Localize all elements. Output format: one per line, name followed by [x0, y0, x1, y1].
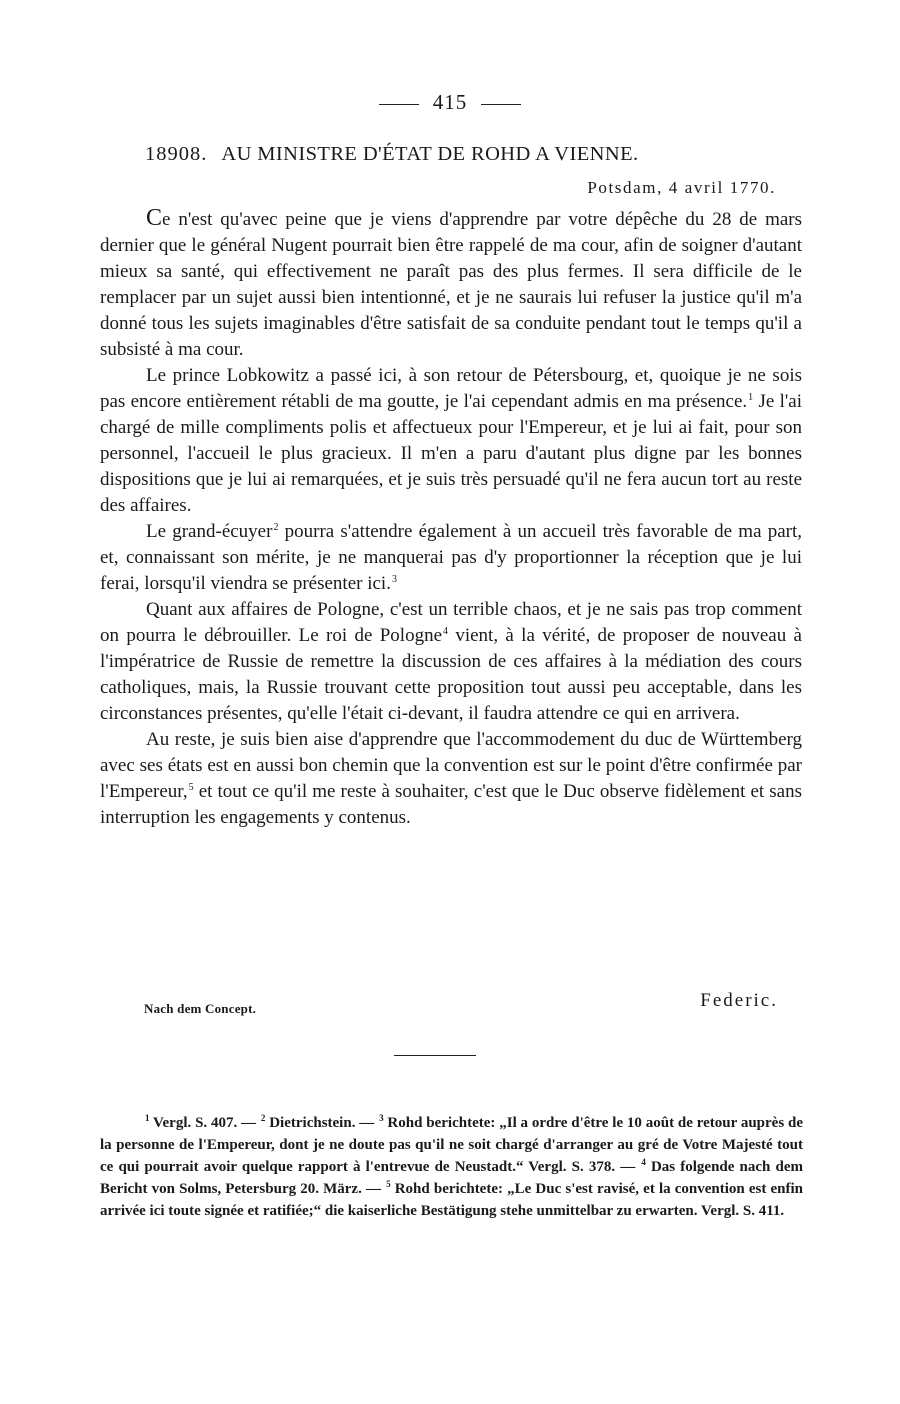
signature: Federic. — [700, 990, 778, 1011]
page-number-dash-left — [379, 104, 419, 105]
paragraph-4-text-b: vient, à la vérité, de proposer de nouveau à l'impératrice de Russie de remettre la discussion de ces affaires à la médiation des cours catholiques, mais, la Russie trouvant cette proposition tout aussi peu acceptable, dans les circonstances présentes, qu'elle l'était ci-devant, il faudra attendre ce qui en arrivera. — [100, 625, 802, 724]
footnote-text-5: Rohd berichtete: „Le Duc s'est ravisé, et la convention est enfin arrivée ici toute signée et ratifiée;“ die kaiserliche Bestätigung stehe unmittelbar zu erwarten. Vergl. S. 411. — [100, 1181, 804, 1219]
paragraph-5-text-a: Au reste, je suis bien aise d'apprendre que l'accommodement du duc de Württemberg avec ses états est en aussi bon chemin que la convention est sur le point d'être confirmée par l'Empereur, — [100, 729, 802, 802]
paragraph-5-text-b: et tout ce qu'il me reste à souhaiter, c'est que le Duc observe fidèlement et sans interruption les engagements y contenus. — [100, 781, 802, 828]
paragraph-4-text-a: Quant aux affaires de Pologne, c'est un terrible chaos, et je ne sais pas trop comment on pourra le débrouiller. Le roi de Pologne — [100, 599, 802, 646]
footnote-text-1: Vergl. S. 407. — — [149, 1115, 260, 1131]
footnotes — [100, 1112, 803, 1222]
footnote-marker-2: 2 — [260, 1113, 266, 1123]
paragraph-2 — [100, 363, 802, 519]
footnote-marker-1: 1 — [145, 1113, 150, 1123]
paragraph-2-text-a: Le prince Lobkowitz a passé ici, à son retour de Pétersbourg, et, quoique je ne sois pas encore entièrement rétabli de ma goutte, je l'ai cependant admis en ma présence. — [100, 365, 802, 412]
paragraph-3-text-b: pourra s'attendre également à un accueil très favorable de ma part, et, connaissant son mérite, je ne manquerai pas d'y proportionner la réception que je lui ferai, lorsqu'il viendra se présenter ici. — [100, 521, 802, 594]
footnote-ref-3: 3 — [391, 573, 397, 585]
paragraph-2-text-b: Je l'ai chargé de mille compliments polis et affectueux pour l'Empereur, et je lui ai fait, pour son personnel, l'accueil le plus gracieux. Il m'en a paru d'autant plus digne par les bonnes dispositions que je lui ai remarquées, et je suis très persuadé qu'il ne fera aucun tort au reste des affaires. — [100, 391, 802, 516]
footnote-marker-5: 5 — [386, 1179, 391, 1189]
footnote-ref-2: 2 — [273, 521, 279, 533]
page-number-dash-right — [481, 104, 521, 105]
letter-number: 18908. — [145, 143, 208, 165]
paragraph-3-text-a: Le grand-écuyer — [146, 521, 273, 542]
footnote-ref-5: 5 — [188, 781, 194, 793]
letter-dateline: Potsdam, 4 avril 1770. — [587, 178, 776, 197]
footnote-marker-4: 4 — [641, 1157, 646, 1167]
paragraph-3 — [100, 519, 802, 597]
footnote-text-4: Das folgende nach dem Bericht von Solms, Petersburg 20. März. — — [100, 1159, 804, 1197]
letter-body — [100, 205, 802, 831]
footnote-ref-4: 4 — [443, 625, 449, 637]
footnote-ref-1: 1 — [748, 391, 754, 403]
paragraph-5 — [100, 727, 802, 831]
paragraph-1: Ce n'est qu'avec peine que je viens d'apprendre par votre dépêche du 28 de mars dernier que le général Nugent pourrait bien être rappelé de ma cour, afin de soigner d'autant mieux sa santé, qui effectivement ne paraît pas des plus fermes. Il sera difficile de le remplacer par un sujet aussi bien intentionné, et je ne saurais lui refuser la justice qu'il m'a donné tous les sujets imaginables d'être satisfait de sa conduite pendant tout le temps qu'il a subsisté à ma cour. — [100, 205, 802, 360]
footnote-marker-3: 3 — [379, 1113, 384, 1123]
footnote-text-3: Rohd berichtete: „Il a ordre d'être le 10 août de retour auprès de la personne de l'Empereur, dont je ne doute pas qu'il ne soit chargé d'arranger au gré de Votre Majesté tout ce qui pourrait avoir quelque rapport à l'entrevue de Neustadt.“ Vergl. S. 378. — — [100, 1115, 804, 1175]
page-number — [0, 90, 900, 115]
footnote-separator — [394, 1055, 476, 1056]
page-number-value: 415 — [432, 90, 468, 114]
letter-title: AU MINISTRE D'ÉTAT DE ROHD A VIENNE. — [221, 143, 639, 165]
source-note: Nach dem Concept. — [144, 1001, 257, 1016]
footnote-text-2: Dietrichstein. — — [265, 1115, 379, 1131]
letter-heading — [145, 143, 639, 166]
paragraph-4 — [100, 597, 802, 727]
